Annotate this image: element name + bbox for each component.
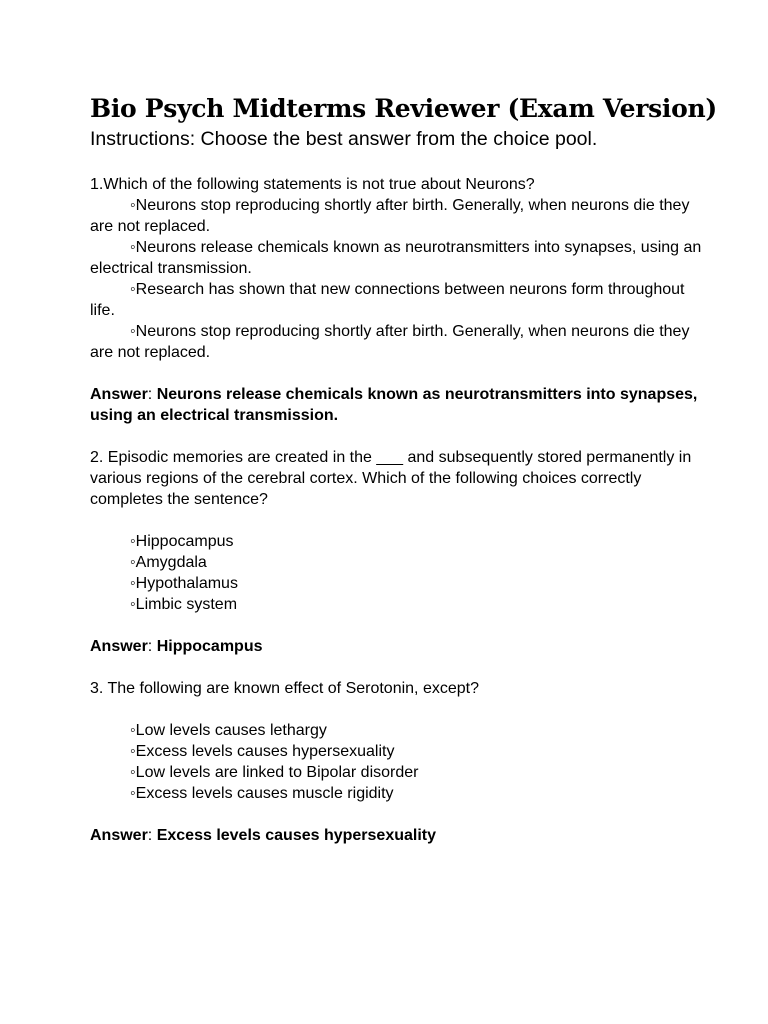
choice-label: Hypothalamus	[135, 575, 238, 592]
bullet: ◦	[130, 596, 136, 613]
question-list	[90, 174, 708, 846]
bullet: ◦	[130, 197, 136, 214]
choice-label: Research has shown that new connections between neurons form throughout life.	[90, 281, 685, 319]
spacer	[90, 699, 708, 720]
choice-item	[90, 783, 708, 804]
bullet: ◦	[130, 281, 136, 298]
spacer	[90, 657, 708, 678]
spacer	[90, 426, 708, 447]
choice-label: Neurons release chemicals known as neurotransmitters into synapses, using an electrical transmission.	[90, 239, 702, 277]
answer-colon: :	[147, 386, 153, 403]
answer-label: Answer	[90, 827, 148, 844]
bullet: ◦	[130, 533, 136, 550]
answer-label: Answer	[90, 386, 148, 403]
question-text: 2. Episodic memories are created in the ___ and subsequently stored permanently in various regions of the cerebral cortex. Which of the following choices correctly completes the sentence?	[90, 449, 692, 508]
answer-text: Neurons release chemicals known as neurotransmitters into synapses, using an electrical transmission.	[90, 386, 698, 424]
document-title: Bio Psych Midterms Reviewer (Exam Version)	[90, 94, 717, 123]
bullet: ◦	[130, 764, 136, 781]
choice-list	[90, 720, 708, 804]
choice-label: Low levels causes lethargy	[135, 722, 327, 739]
choice-item	[90, 762, 708, 783]
choice-item	[90, 195, 708, 237]
choice-item	[90, 720, 708, 741]
choice-list	[90, 531, 708, 615]
choice-item	[90, 741, 708, 762]
question-3	[90, 678, 708, 846]
instructions-text: Instructions: Choose the best answer from the choice pool.	[90, 128, 598, 150]
spacer	[90, 615, 708, 636]
spacer	[90, 363, 708, 384]
answer-line	[90, 384, 708, 426]
choice-label: Low levels are linked to Bipolar disorder	[135, 764, 419, 781]
bullet: ◦	[130, 554, 136, 571]
question-1	[90, 174, 708, 426]
answer-text: Hippocampus	[156, 638, 263, 655]
question-text: 3. The following are known effect of Serotonin, except?	[90, 680, 479, 697]
answer-colon: :	[147, 827, 153, 844]
choice-item	[90, 321, 708, 363]
answer-text: Excess levels causes hypersexuality	[156, 827, 437, 844]
choice-label: Excess levels causes muscle rigidity	[135, 785, 394, 802]
choice-item	[90, 237, 708, 279]
question-text: 1.Which of the following statements is not true about Neurons?	[90, 176, 535, 193]
question-2	[90, 447, 708, 657]
bullet: ◦	[130, 743, 136, 760]
spacer	[90, 510, 708, 531]
bullet: ◦	[130, 785, 136, 802]
choice-item	[90, 531, 708, 552]
bullet: ◦	[130, 575, 136, 592]
choice-item	[90, 552, 708, 573]
choice-item	[90, 279, 708, 321]
choice-item	[90, 573, 708, 594]
answer-label: Answer	[90, 638, 148, 655]
choice-label: Limbic system	[135, 596, 238, 613]
answer-colon: :	[147, 638, 153, 655]
bullet: ◦	[130, 323, 136, 340]
choice-label: Hippocampus	[135, 533, 234, 550]
bullet: ◦	[130, 239, 136, 256]
choice-label: Excess levels causes hypersexuality	[135, 743, 395, 760]
choice-item	[90, 594, 708, 615]
answer-line	[90, 636, 708, 657]
choice-label: Neurons stop reproducing shortly after birth. Generally, when neurons die they are not replaced.	[90, 197, 690, 235]
choice-label: Neurons stop reproducing shortly after birth. Generally, when neurons die they are not replaced.	[90, 323, 690, 361]
bullet: ◦	[130, 722, 136, 739]
answer-line	[90, 825, 708, 846]
choice-label: Amygdala	[135, 554, 207, 571]
spacer	[90, 804, 708, 825]
